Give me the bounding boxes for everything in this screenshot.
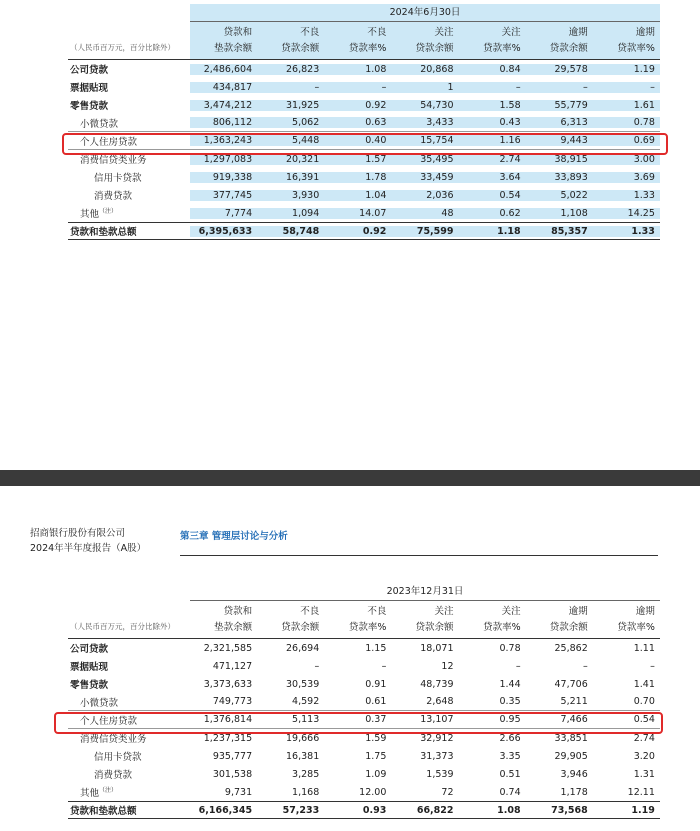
table-cell: 31,373: [420, 750, 454, 762]
col-header: 关注 贷款余额: [415, 605, 454, 633]
table-cell: 38,915: [526, 154, 593, 165]
table-cell: 2,321,585: [203, 642, 253, 654]
table-cell: 13,107: [420, 714, 454, 725]
table-cell: 3.69: [593, 172, 660, 183]
table-cell: –: [324, 82, 391, 93]
row-label: 其他$^{(注)}$: [80, 207, 118, 221]
bottom-panel: [0, 486, 700, 831]
table-cell: 6,395,633: [190, 226, 257, 237]
table-cell: 5,062: [257, 117, 324, 128]
table-cell: 58,748: [257, 226, 324, 237]
table-cell: 1.18: [459, 226, 526, 237]
table-cell: 2,486,604: [190, 64, 257, 75]
table-cell: 1: [391, 82, 458, 93]
table-cell: 0.61: [365, 696, 387, 707]
table-cell: 0.74: [499, 786, 521, 798]
table-cell: 3.35: [499, 750, 521, 762]
table-cell: 0.62: [459, 208, 526, 219]
table-cell: 12: [441, 660, 454, 672]
table-cell: 1,539: [426, 768, 454, 780]
table-cell: 5,448: [257, 135, 324, 146]
table-cell: 5,022: [526, 190, 593, 201]
row-label: 个人住房贷款: [80, 136, 138, 148]
table-cell: 33,851: [554, 732, 588, 744]
table-row: [68, 60, 660, 78]
table-cell: 0.63: [324, 117, 391, 128]
unit-note: （人民币百万元，百分比除外）: [70, 622, 175, 631]
table-cell: –: [459, 82, 526, 93]
row-label: 信用卡贷款: [94, 173, 142, 184]
table-cell: 0.37: [365, 714, 387, 725]
col-header: 逾期 贷款余额: [549, 605, 588, 633]
row-label: 小微贷款: [80, 697, 119, 709]
col-header: 不良 贷款余额: [281, 605, 320, 633]
table-cell: –: [257, 82, 324, 93]
table-cell: 0.35: [499, 696, 521, 707]
table-cell: 1,178: [560, 786, 588, 798]
table-cell: 4,592: [292, 696, 320, 707]
table-cell: –: [314, 660, 320, 672]
chapter-title: 第三章 管理层讨论与分析: [180, 531, 288, 542]
table-row: [68, 132, 660, 150]
table-cell: 3,433: [391, 117, 458, 128]
table-cell: 9,443: [526, 135, 593, 146]
col-header: 不良 贷款率%: [348, 605, 387, 633]
table-cell: 19,666: [286, 732, 320, 744]
table-cell: 3.00: [593, 154, 660, 165]
table-row: [68, 711, 660, 729]
table-cell: 1,108: [526, 208, 593, 219]
table-cell: 47,706: [554, 678, 588, 690]
table-cell: 434,817: [190, 82, 257, 93]
table-cell: 0.78: [593, 117, 660, 128]
row-label: 消费信贷类业务: [80, 155, 147, 166]
col-header: 贷款和 垫款余额: [214, 605, 253, 633]
report-header: [30, 526, 146, 556]
row-label: 公司贷款: [70, 644, 109, 655]
table-cell: 16,391: [257, 172, 324, 183]
table-row: [68, 783, 660, 801]
table-cell: 7,774: [190, 208, 257, 219]
table-cell: 0.51: [499, 768, 521, 780]
row-label: 票据贴现: [70, 83, 109, 94]
table-row: [68, 222, 660, 240]
table-cell: 57,233: [282, 804, 320, 816]
row-label: 消费贷款: [94, 770, 133, 781]
table-date-header: [68, 583, 660, 601]
table-cell: 919,338: [190, 172, 257, 183]
table-cell: 1.08: [324, 64, 391, 75]
table-cell: –: [593, 82, 660, 93]
table-cell: 1.04: [324, 190, 391, 201]
table-row: [68, 729, 660, 747]
table-cell: 48,739: [420, 678, 454, 690]
table-row: [68, 747, 660, 765]
table-cell: 806,112: [190, 117, 257, 128]
table-cell: 471,127: [212, 660, 253, 672]
table-row: [68, 78, 660, 96]
table-cell: 16,381: [286, 750, 320, 762]
table-cell: 1.59: [365, 732, 387, 744]
table-cell: 15,754: [391, 135, 458, 146]
table-cell: 1.08: [497, 804, 521, 816]
header-rule: [180, 555, 658, 556]
table-cell: 935,777: [212, 750, 253, 762]
table-cell: 1.11: [633, 642, 655, 654]
table-cell: 1.15: [365, 642, 387, 654]
table-cell: 3.64: [459, 172, 526, 183]
col-header: 逾期 贷款率%: [617, 605, 655, 633]
col-header: 贷款和 垫款余额: [190, 22, 257, 59]
table-cell: 9,731: [224, 786, 253, 798]
table-cell: 1.19: [631, 804, 655, 816]
table-cell: 0.78: [499, 642, 521, 654]
table-row: [68, 693, 660, 711]
table-cell: 12.11: [627, 786, 655, 798]
col-header: 不良 贷款率%: [324, 22, 391, 59]
row-label: 零售贷款: [70, 680, 109, 691]
table-cell: 0.54: [459, 190, 526, 201]
table-cell: 1.09: [365, 768, 387, 780]
table-row: [68, 675, 660, 693]
table-cell: 85,357: [526, 226, 593, 237]
table-cell: 48: [391, 208, 458, 219]
table-cell: 1,297,083: [190, 154, 257, 165]
table-cell: 3.20: [633, 750, 655, 762]
table-cell: 26,694: [286, 642, 320, 654]
table-row: [68, 657, 660, 675]
table-row: [68, 801, 660, 819]
table-cell: –: [650, 660, 655, 672]
table-cell: 377,745: [190, 190, 257, 201]
table-row: [68, 765, 660, 783]
report-name: 2024年半年度报告（A股）: [30, 543, 147, 554]
table-cell: 1,168: [292, 786, 320, 798]
col-header: 关注 贷款余额: [391, 22, 458, 59]
table-cell: 1.19: [593, 64, 660, 75]
table-row: [68, 150, 660, 168]
table-cell: 0.95: [499, 714, 521, 725]
row-label: 小微贷款: [80, 118, 119, 130]
table-cell: 5,113: [292, 714, 320, 725]
table-row: [68, 96, 660, 114]
table-cell: 2,036: [391, 190, 458, 201]
table-cell: 14.25: [593, 208, 660, 219]
row-label: 零售贷款: [70, 101, 109, 112]
table-cell: 6,313: [526, 117, 593, 128]
table-cell: –: [515, 660, 521, 672]
table-cell: 0.93: [362, 804, 387, 816]
table-cell: 33,893: [526, 172, 593, 183]
table-cell: 5,211: [560, 696, 588, 707]
table-cell: 1.16: [459, 135, 526, 146]
table-cell: 0.54: [633, 714, 655, 725]
table-cell: 3,474,212: [190, 100, 257, 111]
table-cell: 2.74: [459, 154, 526, 165]
table-cell: 0.91: [365, 678, 387, 690]
table-cell: 1.78: [324, 172, 391, 183]
table-cell: 1.57: [324, 154, 391, 165]
table-date: 2023年12月31日: [190, 583, 660, 601]
table-cell: 75,599: [391, 226, 458, 237]
table-cell: 31,925: [257, 100, 324, 111]
table-cell: 26,823: [257, 64, 324, 75]
table-row: [68, 186, 660, 204]
row-label: 消费贷款: [94, 191, 133, 202]
table-cell: 3,285: [292, 768, 320, 780]
loan-quality-table-2023: [68, 583, 660, 819]
row-label: 公司贷款: [70, 65, 109, 76]
table-cell: 20,868: [391, 64, 458, 75]
table-cell: 33,459: [391, 172, 458, 183]
table-cell: 1.61: [593, 100, 660, 111]
table-cell: 20,321: [257, 154, 324, 165]
col-header: 不良 贷款余额: [257, 22, 324, 59]
table-cell: 1.75: [365, 750, 387, 762]
table-cell: 14.07: [324, 208, 391, 219]
table-cell: 66,822: [416, 804, 454, 816]
table-date-header: [68, 4, 660, 22]
table-cell: 32,912: [420, 732, 454, 744]
loan-quality-table-2024h1: [68, 4, 660, 240]
row-label: 个人住房贷款: [80, 715, 138, 727]
table-row: [68, 639, 660, 657]
table-cell: 2.66: [499, 732, 521, 744]
footnote-marker: （注）: [99, 786, 118, 794]
table-cell: 7,466: [560, 714, 588, 725]
table-cell: 0.43: [459, 117, 526, 128]
table-cell: 35,495: [391, 154, 458, 165]
table-cell: 1.58: [459, 100, 526, 111]
table-cell: 1,376,814: [203, 714, 253, 725]
table-cell: 1.41: [633, 678, 655, 690]
unit-note: （人民币百万元，百分比除外）: [70, 43, 175, 52]
table-cell: –: [381, 660, 387, 672]
table-cell: 3,946: [560, 768, 588, 780]
row-label: 信用卡贷款: [94, 752, 142, 763]
table-cell: 1,237,315: [203, 732, 253, 744]
table-cell: 0.70: [633, 696, 655, 707]
row-label: 贷款和垫款总额: [70, 806, 137, 817]
table-cell: 1,363,243: [190, 135, 257, 146]
table-cell: 29,578: [526, 64, 593, 75]
table-column-headers: [68, 601, 660, 639]
table-cell: 54,730: [391, 100, 458, 111]
table-cell: 0.92: [324, 100, 391, 111]
table-cell: 749,773: [212, 696, 253, 707]
table-cell: 25,862: [554, 642, 588, 654]
row-label: 其他$^{(注)}$: [80, 786, 118, 800]
table-cell: 12.00: [359, 786, 387, 798]
table-cell: 3,930: [257, 190, 324, 201]
table-row: [68, 168, 660, 186]
col-header: 逾期 贷款率%: [593, 22, 660, 59]
table-row: [68, 204, 660, 222]
table-cell: –: [526, 82, 593, 93]
table-cell: 2,648: [426, 696, 454, 707]
table-cell: 0.69: [593, 135, 660, 146]
table-cell: 55,779: [526, 100, 593, 111]
page-divider: [0, 470, 700, 486]
table-cell: 1.33: [593, 190, 660, 201]
table-cell: 2.74: [633, 732, 655, 744]
table-cell: –: [583, 660, 588, 672]
table-cell: 30,539: [286, 678, 320, 690]
table-cell: 1.31: [633, 768, 655, 780]
table-cell: 6,166,345: [198, 804, 253, 816]
table-date: 2024年6月30日: [190, 4, 660, 22]
table-column-headers: [68, 22, 660, 60]
table-cell: 1.44: [499, 678, 521, 690]
table-cell: 301,538: [212, 768, 253, 780]
col-header: 关注 贷款率%: [483, 605, 521, 633]
company-name: 招商银行股份有限公司: [30, 528, 126, 539]
row-label: 贷款和垫款总额: [70, 227, 137, 238]
table-cell: 1,094: [257, 208, 324, 219]
table-cell: 0.84: [459, 64, 526, 75]
col-header: 逾期 贷款余额: [526, 22, 593, 59]
table-cell: 73,568: [551, 804, 588, 816]
col-header: 关注 贷款率%: [459, 22, 526, 59]
table-row: [68, 114, 660, 132]
table-cell: 18,071: [420, 642, 454, 654]
table-cell: 0.40: [324, 135, 391, 146]
table-cell: 3,373,633: [203, 678, 253, 690]
table-cell: 1.33: [593, 226, 660, 237]
table-cell: 29,905: [554, 750, 588, 762]
footnote-marker: （注）: [99, 207, 118, 215]
row-label: 票据贴现: [70, 662, 109, 673]
table-cell: 72: [441, 786, 454, 798]
row-label: 消费信贷类业务: [80, 734, 147, 745]
table-cell: 0.92: [324, 226, 391, 237]
